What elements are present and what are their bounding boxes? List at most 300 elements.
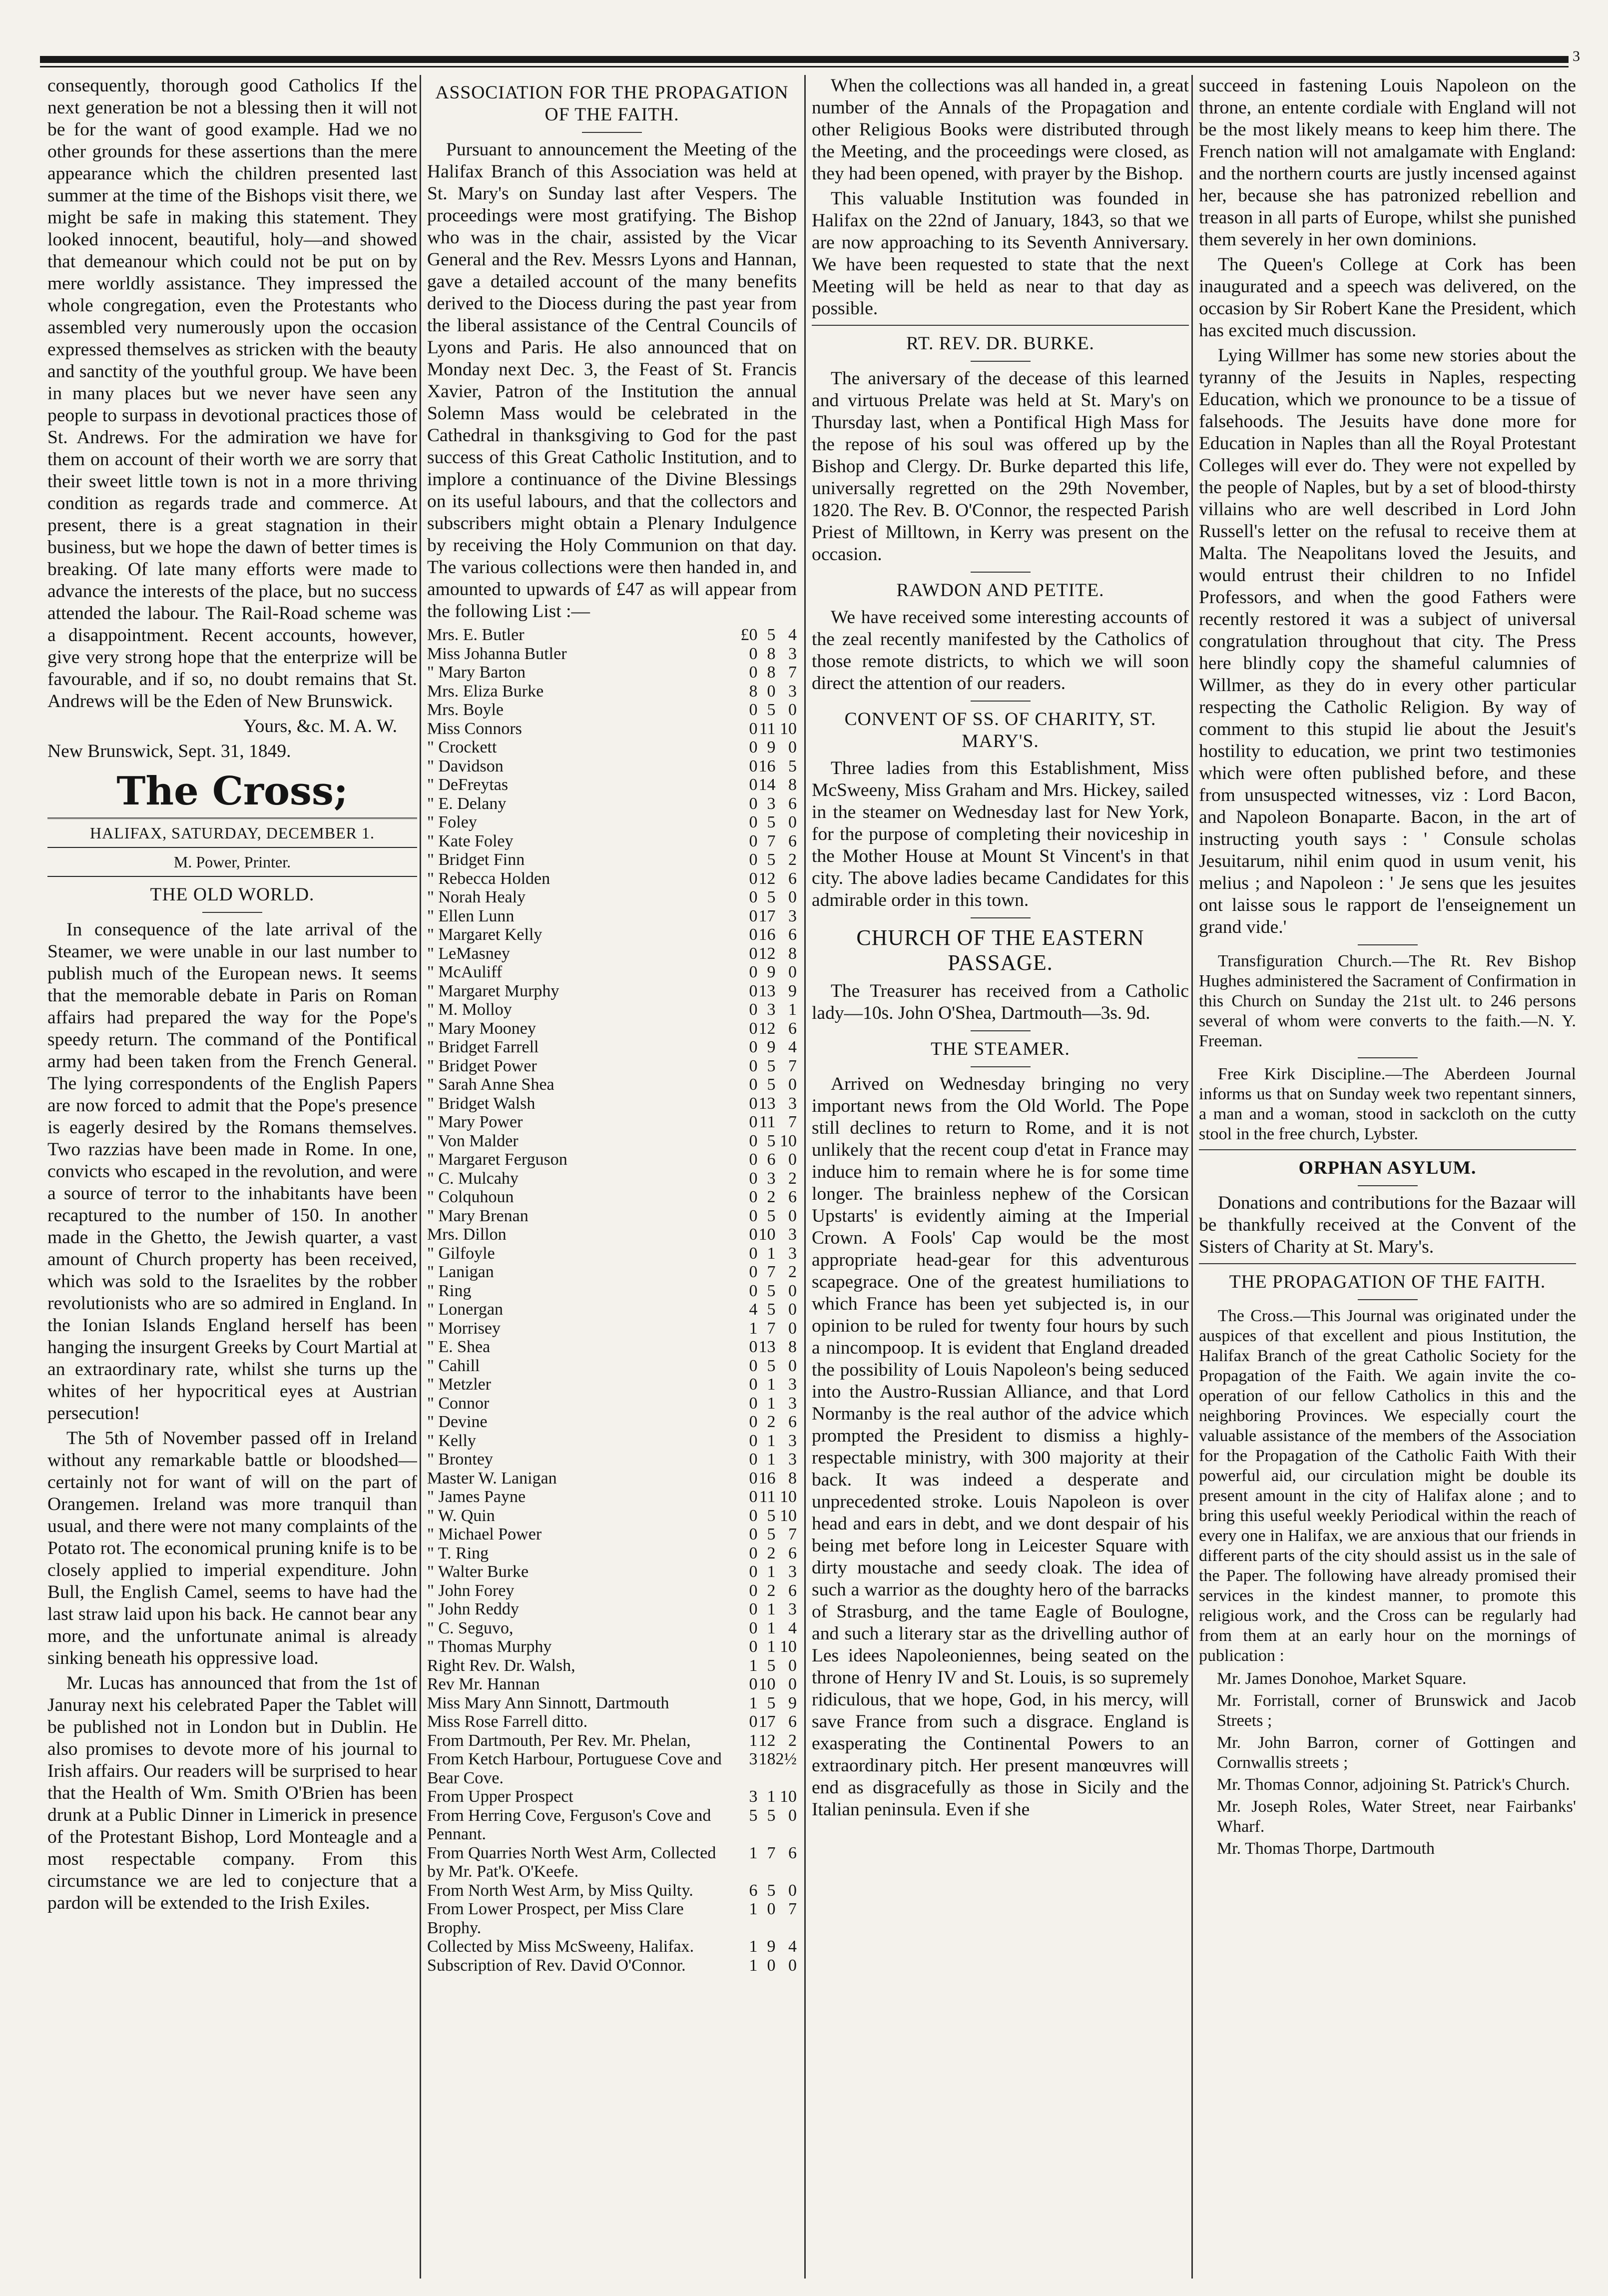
amount-shillings: 10: [758, 1225, 776, 1244]
letter-signature: Yours, &c. M. A. W.: [243, 716, 397, 737]
subscription-row: [427, 645, 797, 664]
subscription-row: [427, 1787, 797, 1806]
amount-pence: 7: [788, 1056, 797, 1075]
divider: [971, 572, 1031, 573]
agent-entry: Mr. Thomas Thorpe, Dartmouth: [1217, 1839, 1435, 1858]
subscription-row: [427, 1544, 797, 1563]
amount-pounds: 0: [749, 963, 758, 981]
article-paragraph: The Queen's College at Cork has been inaugurated and a speech was delivered, on the occasion by Sir Robert Kane the President, which has excited much discussion.: [1199, 254, 1576, 341]
amount-shillings: 0: [767, 682, 776, 701]
amount-pence: 9: [788, 981, 797, 1000]
amount-pounds: 0: [749, 1150, 758, 1169]
subscriber-name: " Ellen Lunn: [427, 906, 515, 925]
subscription-row: [427, 757, 797, 776]
article-paragraph: The 5th of November passed off in Ireland without any remarkable battle or bloodshed—certainly not for want of will on the part of Orangemen. Ireland was more tranquil than usual, and there were not many complaints of the Potato rot. The economical pruning knife is to be closely applied to imperial expenditure. John Bull, the English Camel, seems to have had the last straw laid upon his back. He cannot bear any more, and the unfortunate animal is already sinking beneath his oppressive load.: [47, 1428, 417, 1668]
amount-pence: 7: [788, 663, 797, 682]
subscriber-name: " Michael Power: [427, 1525, 542, 1543]
amount-shillings: 5: [767, 1506, 776, 1525]
amount-pence: 3: [788, 906, 797, 925]
amount-pence: 5: [788, 757, 797, 775]
amount-shillings: 1: [767, 1431, 776, 1450]
subscription-row: [427, 1469, 797, 1488]
divider: [812, 325, 1189, 326]
subscriber-name: " Cahill: [427, 1356, 480, 1375]
amount-shillings: 12: [758, 869, 776, 888]
subscriber-name: " Margaret Murphy: [427, 981, 559, 1000]
amount-shillings: 5: [767, 1356, 776, 1375]
amount-pounds: 0: [749, 1019, 758, 1038]
subscription-row: [427, 1094, 797, 1113]
subscriber-name: Mrs. Dillon: [427, 1225, 507, 1244]
subscriber-name: " McAuliff: [427, 963, 503, 981]
amount-pounds: 0: [749, 1506, 758, 1525]
subscription-row: [427, 850, 797, 869]
amount-pence: 3: [788, 682, 797, 701]
amount-pence: 6: [788, 869, 797, 888]
amount-pence: 7: [788, 1900, 797, 1918]
subscriber-name: " Margaret Kelly: [427, 925, 542, 944]
article-paragraph: Arrived on Wednesday bringing no very important news from the Old World. The Pope still declines to return to Rome, and it is not unlikely that the recent coup d'etat in France may induce him to remain where he is for some time longer. The brainless nephew of the Corsican Upstarts' is evidently aiming at the Imperial Crown. A Fools' Cap would be the most appropriate head-gear for this adventurous scapegrace. One of the greatest humiliations to which France has been yet subjected is, in our opinion to be ruled for twenty four hours by such a nincompoop. It is evident that England dreaded the possibility of Louis Napoleon's being seduced into the Austro-Russian Alliance, and that Lord Normanby is the real author of the advice which prompted the President to dismiss a highly-respectable ministry, with 300 majority at their back. It was indeed a desperate and unprecedented stroke. Louis Napoleon is over head and ears in debt, and we dont despair of his being met before long in Leicester Square with dirty moustache and seedy cloak. The idea of such a warrior as the doughty hero of the barracks of Strasburg, and the tame Eagle of Boulogne, and such a literary star as the drivelling author of Les idees Napoleoniennes, being seated on the throne of Henry IV and St. Louis, is so supremely ridiculous, that we hope, God, in his mercy, will save France from such a disgrace. England is exasperating the Continental Powers to an extraordinary pitch. Her present manœuvres will end as disgracefully as those in Sicily and the Italian peninsula. Even if she: [812, 1074, 1189, 1820]
article-title-association: ASSOCIATION FOR THE PROPAGATION OF THE FAITH.: [435, 82, 789, 125]
subscription-row: [427, 1675, 797, 1694]
subscription-row: [427, 1937, 797, 1956]
amount-pounds: 0: [749, 813, 758, 831]
subscription-row: [427, 1525, 797, 1544]
subscription-row: [427, 944, 797, 963]
subscription-row: [427, 1956, 797, 1975]
subscriber-name: " Foley: [427, 813, 477, 831]
amount-pence: 9: [788, 1693, 797, 1712]
divider: [582, 132, 642, 133]
divider: [1358, 944, 1418, 945]
amount-shillings: 12: [758, 944, 776, 963]
amount-pounds: 0: [749, 1488, 758, 1506]
subscriber-name: " Mary Power: [427, 1113, 523, 1131]
article-title-orphan-asylum: ORPHAN ASYLUM.: [1298, 1158, 1477, 1178]
subscription-row: [427, 1562, 797, 1581]
article-paragraph: Three ladies from this Establishment, Miss McSweeny, Miss Graham and Mrs. Hickey, sailed in the steamer on Wednesday last for New York, for the purpose of completing their noviceship in the Mother House at Mount St Vincent's in that city. The above ladies became Candidates for this admirable order in this town.: [812, 758, 1189, 910]
subscription-row: [427, 1507, 797, 1526]
article-paragraph: When the collections was all handed in, a great number of the Annals of the Propagation and other Religious Books were distributed through the Meeting, and the proceedings were closed, as they had been opened, with prayer by the Bishop.: [812, 75, 1189, 184]
agent-entry: Mr. John Barron, corner of Gottingen and Cornwallis streets ;: [1217, 1733, 1576, 1772]
amount-pence: 0: [788, 1956, 797, 1975]
amount-pence: 0: [788, 1150, 797, 1169]
article-paragraph: The Treasurer has received from a Catholic lady—10s. John O'Shea, Dartmouth—3s. 9d.: [812, 981, 1189, 1023]
amount-shillings: 17: [758, 906, 776, 925]
amount-pence: 0: [788, 888, 797, 906]
amount-pounds: 0: [749, 757, 758, 775]
amount-shillings: 1: [767, 1600, 776, 1618]
subscriber-name: " Bridget Walsh: [427, 1094, 536, 1113]
column-4: [1199, 75, 1576, 2279]
amount-pence: 3: [788, 1225, 797, 1244]
amount-pounds: 0: [749, 1169, 758, 1188]
subscription-row: [427, 1637, 797, 1656]
amount-shillings: 12: [758, 1019, 776, 1038]
amount-shillings: 5: [767, 1075, 776, 1094]
subscription-row: [427, 1731, 797, 1750]
subscriber-name: Miss Johanna Butler: [427, 644, 567, 663]
amount-pounds: 0: [749, 794, 758, 813]
subscriber-name: " Ring: [427, 1281, 472, 1300]
amount-pounds: 0: [749, 1562, 758, 1581]
amount-pounds: 0: [749, 1000, 758, 1019]
amount-pounds: 0: [749, 1394, 758, 1413]
amount-shillings: 5: [767, 701, 776, 719]
amount-pence: 0: [788, 1075, 797, 1094]
amount-pence: 8: [788, 1469, 797, 1488]
amount-shillings: 6: [767, 1150, 776, 1169]
subscription-row: [427, 888, 797, 907]
subscription-row: [427, 1000, 797, 1019]
subscription-list: [427, 626, 797, 1975]
article-paragraph: Donations and contributions for the Bazaar will be thankfully received at the Convent of the Sisters of Charity at St. Mary's.: [1199, 1193, 1576, 1257]
amount-pounds: 0: [749, 831, 758, 850]
subscription-row: [427, 663, 797, 682]
amount-shillings: 0: [767, 1900, 776, 1918]
divider: [971, 917, 1031, 918]
subscriber-name: " Colquhoun: [427, 1188, 514, 1206]
column-3: [812, 75, 1189, 2279]
subscriber-name: " C. Seguvo,: [427, 1618, 514, 1637]
subscriber-name: " Thomas Murphy: [427, 1637, 552, 1656]
subscription-row: [427, 925, 797, 944]
amount-shillings: 0: [767, 1956, 776, 1975]
amount-pounds: 0: [749, 1131, 758, 1150]
amount-pence: 6: [788, 925, 797, 944]
divider: [202, 912, 262, 913]
amount-pence: 6: [788, 1543, 797, 1562]
amount-shillings: 3: [767, 1169, 776, 1188]
top-rule-thin: [40, 66, 1569, 67]
subscriber-name: " Von Malder: [427, 1131, 519, 1150]
amount-pence: 10: [780, 719, 797, 738]
subscriber-name: " E. Delany: [427, 794, 507, 813]
amount-pence: 6: [788, 1188, 797, 1206]
subscriber-name: From Upper Prospect: [427, 1787, 573, 1806]
amount-shillings: 1: [767, 1562, 776, 1581]
amount-shillings: 7: [767, 831, 776, 850]
subscriber-name: " Lanigan: [427, 1263, 494, 1281]
amount-shillings: 11: [759, 1113, 776, 1131]
amount-pounds: 0: [749, 738, 758, 757]
amount-shillings: 8: [767, 644, 776, 663]
amount-shillings: 16: [758, 1469, 776, 1488]
amount-shillings: 1: [767, 1244, 776, 1263]
subscriber-name: " LeMasney: [427, 944, 510, 963]
amount-shillings: 9: [767, 738, 776, 757]
amount-shillings: 2: [767, 1413, 776, 1431]
article-paragraph: succeed in fastening Louis Napoleon on the throne, an entente cordiale with England will not be the most likely means to keep him there. The French nation will not amalgamate with England: and the northern courts are justly incensed against her, because she has patronized rebellion and treason in all parts of Europe, whilst she punished them severely in her own dominions.: [1199, 75, 1576, 250]
subscription-row: [427, 1038, 797, 1057]
article-paragraph: Mr. Lucas has announced that from the 1st of Januray next his celebrated Paper the Tablet will be published not in London but in Dublin. He also promises to devote more of his journal to Irish affairs. Our readers will be surprised to hear that the Health of Wm. Smith O'Brien has been drunk at a Public Dinner in Limerick in presence of the Protestant Bishop, Lord Monteagle and a most respectable company. From this circumstance we are led to conjecture that a pardon will be extended to the Irish Exiles.: [47, 1673, 417, 1913]
amount-pence: 3: [788, 1094, 797, 1113]
amount-pounds: 0: [749, 1188, 758, 1206]
agent-entry: Mr. Joseph Roles, Water Street, near Fairbanks' Wharf.: [1217, 1797, 1576, 1836]
amount-shillings: 5: [767, 888, 776, 906]
amount-pounds: 6: [749, 1881, 758, 1900]
column-rule: [804, 75, 806, 2279]
amount-shillings: 1: [767, 1375, 776, 1394]
amount-pounds: 0: [749, 1225, 758, 1244]
subscriber-name: " Walter Burke: [427, 1562, 529, 1581]
amount-shillings: 14: [758, 775, 776, 794]
subscription-row: [427, 963, 797, 982]
amount-pence: 3: [788, 1562, 797, 1581]
article-paragraph: Pursuant to announcement the Meeting of the Halifax Branch of this Association was held at St. Mary's on Sunday last after Vespers. The proceedings were most gratifying. The Bishop who was in the chair, assisted by the Vicar General and the Rev. Messrs Lyons and Hannan, gave a detailed account of the many benefits derived to the Diocess during the past year from the liberal assistance of the Central Councils of Lyons and Paris. He also announced that on Monday next Dec. 3, the Feast of St. Francis Xavier, Patron of the Institution the annual Solemn Mass would be celebrated in the Cathedral in thanksgiving to God for the past success of this Great Catholic Institution, and to implore a continuance of the Divine Blessings on its useful labours, and that the collectors and subscribers might obtain a Plenary Indulgence by receiving the Holy Communion on that day. The various collections were then handed in, and amounted to upwards of £47 as will appear from the following List :—: [427, 139, 797, 622]
amount-pence: 7: [788, 1113, 797, 1131]
amount-shillings: 1: [767, 1637, 776, 1656]
subscriber-name: " Bridget Farrell: [427, 1038, 539, 1056]
subscriber-name: Miss Mary Ann Sinnott, Dartmouth: [427, 1693, 669, 1712]
amount-pounds: 5: [749, 1806, 758, 1825]
subscriber-name: " Gilfoyle: [427, 1244, 495, 1263]
subscriber-name: " Bridget Power: [427, 1056, 537, 1075]
amount-pence: 2: [788, 1731, 797, 1750]
amount-pence: 7: [788, 1525, 797, 1543]
amount-shillings: 2: [767, 1543, 776, 1562]
subscription-row: [427, 1019, 797, 1038]
subscriber-name: " Norah Healy: [427, 888, 526, 906]
subscription-row: [427, 1375, 797, 1394]
amount-shillings: 7: [767, 1319, 776, 1338]
article-title-eastern-passage: CHURCH OF THE EASTERN PASSAGE.: [856, 925, 1144, 975]
divider: [971, 361, 1031, 362]
subscription-row: [427, 1225, 797, 1244]
amount-shillings: 3: [767, 794, 776, 813]
subscription-row: [427, 832, 797, 851]
notice-transfiguration: Transfiguration Church.—The Rt. Rev Bishop Hughes administered the Sacrament of Confirmation in this Church on Sunday the 21st ult. to 246 persons several of whom were converts to the faith.—N. Y. Freeman.: [1199, 952, 1576, 1050]
amount-pounds: 0: [749, 1244, 758, 1263]
subscriber-name: " Mary Brenan: [427, 1206, 529, 1225]
subscriber-name: " Metzler: [427, 1375, 492, 1394]
article-title-old-world: THE OLD WORLD.: [150, 884, 315, 905]
amount-pence: 0: [788, 1300, 797, 1319]
amount-pounds: 1: [749, 1319, 758, 1338]
amount-pence: 10: [780, 1506, 797, 1525]
subscription-row: [427, 1806, 797, 1844]
amount-pounds: 0: [749, 1281, 758, 1300]
subscriber-name: Rev Mr. Hannan: [427, 1675, 540, 1693]
amount-shillings: 1: [767, 1394, 776, 1413]
subscriber-name: " Sarah Anne Shea: [427, 1075, 554, 1094]
subscriber-name: " M. Molloy: [427, 1000, 512, 1019]
agent-list: [1199, 1669, 1576, 1859]
amount-pounds: 0: [749, 1712, 758, 1731]
amount-shillings: 2: [767, 1188, 776, 1206]
amount-pounds: 0: [749, 1056, 758, 1075]
amount-pence: 2: [788, 1263, 797, 1281]
amount-pence: 6: [788, 794, 797, 813]
subscriber-name: " Kelly: [427, 1431, 476, 1450]
subscriber-name: " Mary Mooney: [427, 1019, 536, 1038]
amount-pounds: 0: [749, 850, 758, 869]
divider: [971, 1066, 1031, 1067]
amount-pounds: 3: [749, 1750, 758, 1768]
amount-shillings: 5: [767, 1300, 776, 1319]
subscription-row: [427, 1413, 797, 1432]
amount-shillings: 5: [767, 1693, 776, 1712]
subscription-row: [427, 794, 797, 813]
letter-place-date: New Brunswick, Sept. 31, 1849.: [47, 741, 291, 762]
divider: [1358, 1185, 1418, 1186]
subscriber-name: " Rebecca Holden: [427, 869, 550, 888]
amount-pence: 3: [788, 1375, 797, 1394]
amount-pence: 6: [788, 1019, 797, 1038]
divider: [1199, 1263, 1576, 1264]
amount-pounds: 0: [749, 775, 758, 794]
subscription-row: [427, 1075, 797, 1094]
subscriber-name: " Lonergan: [427, 1300, 504, 1319]
amount-pounds: 0: [749, 1618, 758, 1637]
subscriber-name: " Kate Foley: [427, 831, 514, 850]
subscriber-name: Miss Rose Farrell ditto.: [427, 1712, 588, 1731]
amount-pence: 3: [788, 1431, 797, 1450]
subscriber-name: Miss Connors: [427, 719, 522, 738]
amount-shillings: 1: [767, 1787, 776, 1806]
amount-shillings: 5: [767, 813, 776, 831]
amount-pence: 4: [788, 626, 797, 644]
notice-free-kirk: Free Kirk Discipline.—The Aberdeen Journal informs us that on Sunday week two repentant sinners, a man and a woman, stood in sackcloth on the cutty stool in the free church, Lybster.: [1199, 1065, 1576, 1143]
amount-pence: 3: [788, 1244, 797, 1263]
subscription-row: [427, 626, 797, 645]
subscriber-name: From Ketch Harbour, Portuguese Cove and Bear Cove.: [427, 1750, 722, 1787]
amount-pence: 6: [788, 1712, 797, 1731]
subscription-row: [427, 1900, 797, 1937]
amount-shillings: 17: [758, 1712, 776, 1731]
amount-shillings: 10: [758, 1675, 776, 1693]
column-rule: [420, 75, 421, 2279]
column-1: [47, 75, 417, 2279]
amount-shillings: 1: [767, 1618, 776, 1637]
subscription-row: [427, 1357, 797, 1376]
subscriber-name: " Bridget Finn: [427, 850, 525, 869]
amount-pounds: £0: [740, 626, 758, 644]
subscriber-name: Mrs. E. Butler: [427, 626, 525, 644]
subscription-row: [427, 1282, 797, 1301]
subscriber-name: Mrs. Eliza Burke: [427, 682, 544, 701]
subscription-row: [427, 1844, 797, 1881]
amount-pence: 6: [788, 1581, 797, 1600]
amount-pence: 4: [788, 1038, 797, 1056]
subscription-row: [427, 1488, 797, 1507]
amount-shillings: 7: [767, 1843, 776, 1862]
article-title-burke: RT. REV. DR. BURKE.: [906, 333, 1094, 354]
subscription-row: [427, 1338, 797, 1357]
amount-pence: 8: [788, 1338, 797, 1356]
subscriber-name: " Connor: [427, 1394, 490, 1413]
subscriber-name: From Herring Cove, Ferguson's Cove and Pennant.: [427, 1806, 711, 1843]
amount-pounds: 0: [749, 1525, 758, 1543]
amount-pounds: 0: [749, 1113, 758, 1131]
subscriber-name: " Margaret Ferguson: [427, 1150, 567, 1169]
amount-pounds: 0: [749, 1375, 758, 1394]
article-paragraph: In consequence of the late arrival of the Steamer, we were unable in our last number to publish much of the European news. It seems that the memorable debate in Paris on Roman affairs had prepared the way for the Pope's speedy return. The command of the Pontifical army had been taken from the French General. The lying correspondents of the English Papers are now forced to admit that the Pope's presence is eagerly desired by the Romans themselves. Two razzias have been made in Rome. In one, convicts who escaped in the revolution, and were a source of terror to the inhabitants have been recaptured to the number of 150. In another made in the Ghetto, the Jewish quarter, a vast amount of Church property has been received, which was sold to the Israelites by the robber revolutionists who are so admired in England. In the Ionian Islands England herself has been hanging the insurgent Greeks by Court Martial at an extraordinary rate, whilst she turns up the whites of her hypocritical eyes at Austrian persecution!: [47, 919, 417, 1424]
amount-pounds: 0: [749, 1675, 758, 1693]
amount-pounds: 0: [749, 1356, 758, 1375]
amount-shillings: 5: [767, 1525, 776, 1543]
article-paragraph: We have received some interesting accounts of the zeal recently manifested by the Catholics of those remote districts, to which we will soon direct the attention of our readers.: [812, 607, 1189, 694]
subscription-row: [427, 1300, 797, 1319]
amount-pence: 3: [788, 1394, 797, 1413]
subscriber-name: Right Rev. Dr. Walsh,: [427, 1656, 575, 1675]
amount-pounds: 0: [749, 1469, 758, 1488]
amount-shillings: 7: [767, 1263, 776, 1281]
amount-shillings: 5: [767, 1056, 776, 1075]
amount-shillings: 13: [758, 981, 776, 1000]
divider: [971, 701, 1031, 702]
amount-pence: 2½: [775, 1750, 797, 1768]
subscription-row: [427, 1188, 797, 1207]
subscription-row: [427, 1132, 797, 1151]
amount-pounds: 0: [749, 1600, 758, 1618]
amount-pounds: 0: [749, 644, 758, 663]
amount-pounds: 0: [749, 701, 758, 719]
subscriber-name: From Quarries North West Arm, Collected by Mr. Pat'k. O'Keefe.: [427, 1843, 716, 1881]
amount-shillings: 5: [767, 1131, 776, 1150]
divider: [1199, 1149, 1576, 1150]
amount-pence: 2: [788, 850, 797, 869]
amount-shillings: 16: [758, 757, 776, 775]
agent-entry: Mr. Thomas Connor, adjoining St. Patrick's Church.: [1217, 1775, 1570, 1794]
subscription-row: [427, 1581, 797, 1600]
amount-pounds: 0: [749, 663, 758, 682]
article-title-propagation: THE PROPAGATION OF THE FAITH.: [1229, 1272, 1546, 1292]
amount-pounds: 0: [749, 1637, 758, 1656]
amount-pounds: 1: [749, 1693, 758, 1712]
amount-pounds: 0: [749, 906, 758, 925]
article-title-rawdon: RAWDON AND PETITE.: [896, 580, 1104, 601]
amount-pence: 4: [788, 1937, 797, 1956]
subscriber-name: " Mary Barton: [427, 663, 526, 682]
column-rule: [1191, 75, 1193, 2279]
amount-pounds: 1: [749, 1900, 758, 1918]
amount-pence: 10: [780, 1131, 797, 1150]
amount-shillings: 5: [767, 626, 776, 644]
subscription-row: [427, 1712, 797, 1731]
subscription-row: [427, 907, 797, 926]
amount-pounds: 0: [749, 1263, 758, 1281]
amount-pence: 0: [788, 701, 797, 719]
subscriber-name: " E. Shea: [427, 1338, 491, 1356]
amount-pounds: 0: [749, 1543, 758, 1562]
subscription-row: [427, 1319, 797, 1338]
amount-shillings: 1: [767, 1450, 776, 1469]
subscription-row: [427, 1432, 797, 1451]
amount-shillings: 16: [758, 925, 776, 944]
amount-shillings: 9: [767, 1937, 776, 1956]
subscription-row: [427, 869, 797, 888]
article-paragraph: The aniversary of the decease of this learned and virtuous Prelate was held at St. Mary's on Thursday last, when a Pontifical High Mass for the repose of his soul was offered up by the Bishop and Clergy. Dr. Burke departed this life, universally regretted on the 29th November, 1820. The Rev. B. O'Connor, the respected Parish Priest of Milltown, in Kerry was present on the occasion.: [812, 368, 1189, 565]
amount-shillings: 3: [767, 1000, 776, 1019]
subscription-row: [427, 775, 797, 794]
article-paragraph: The Cross.—This Journal was originated under the auspices of that excellent and pious Institution, the Halifax Branch of the great Catholic Society for the Propagation of the Faith. We again invite the co-operation of our fellow Catholics in this and the neighboring Provinces. We especially court the valuable assistance of the members of the Association for the Propagation of the Catholic Faith With their powerful aid, our circulation might be double its present amount in the city of Halifax alone ; and to bring this useful weekly Periodical within the reach of every one in Halifax, we are anxious that our friends in different parts of the city should assist us in the sale of the Paper. The following have already promised their services in the kindest manner, to promote this religious work, and the Cross can be regularly had from them at an early hour on the mornings of publication :: [1199, 1307, 1576, 1665]
amount-shillings: 11: [759, 1488, 776, 1506]
amount-pence: 0: [788, 1356, 797, 1375]
amount-pounds: 3: [749, 1787, 758, 1806]
divider: [1358, 1299, 1418, 1300]
column-2: [427, 75, 797, 2279]
subscriber-name: From North West Arm, by Miss Quilty.: [427, 1881, 693, 1900]
amount-pounds: 1: [749, 1937, 758, 1956]
subscription-row: [427, 1694, 797, 1713]
masthead-title: The Cross;: [116, 768, 348, 814]
printer-line: M. Power, Printer.: [47, 848, 417, 877]
amount-pounds: 1: [749, 1956, 758, 1975]
amount-shillings: 5: [767, 1881, 776, 1900]
amount-pounds: 0: [749, 1338, 758, 1356]
amount-pence: 10: [780, 1787, 797, 1806]
